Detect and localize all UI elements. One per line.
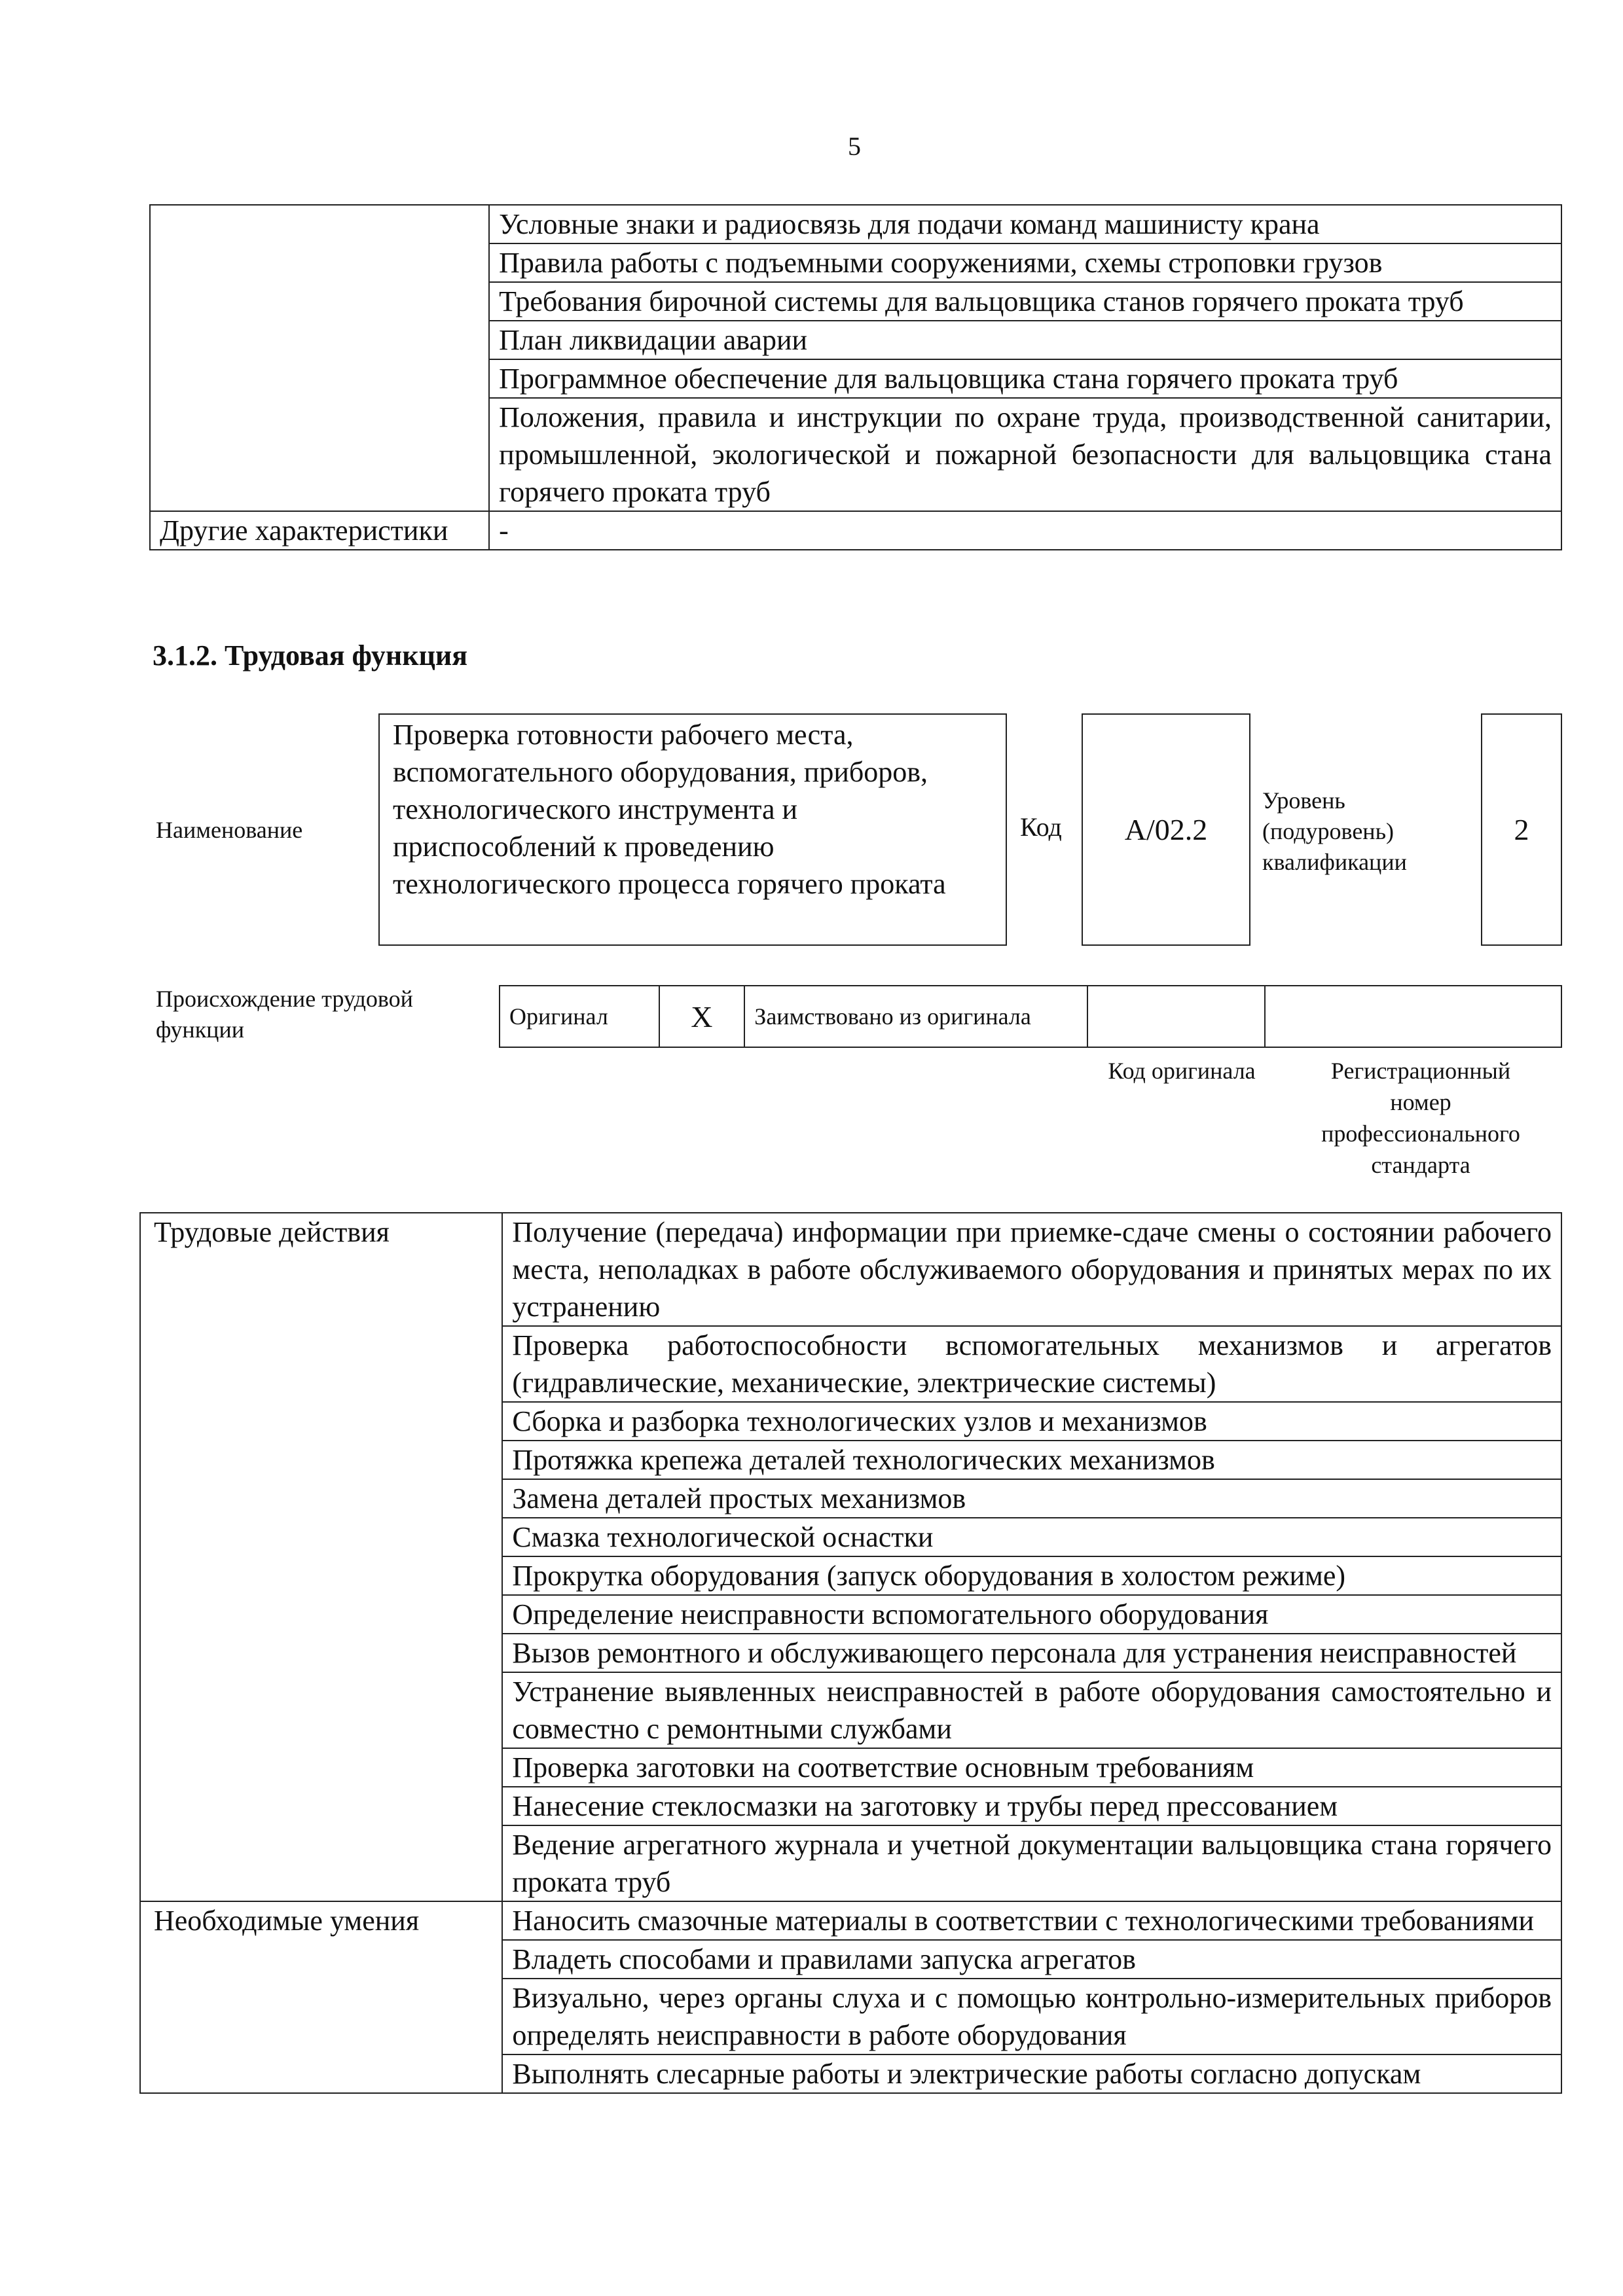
reg-caption: Регистрационный номер профессионального стандарта (1321, 1058, 1520, 1178)
row-item: Владеть способами и правилами запуска агрегатов (502, 1940, 1561, 1979)
reg-number-cell (1265, 986, 1561, 1047)
table-row (150, 511, 1561, 550)
row-item: Ведение агрегатного журнала и учетной документации вальцовщика стана горячего проката труб (502, 1825, 1561, 1901)
row-item: Прокрутка оборудования (запуск оборудования в холостом режиме) (502, 1556, 1561, 1595)
code-value-box: А/02.2 (1082, 713, 1250, 946)
origin-label: Происхождение трудовой функции (156, 986, 413, 1043)
row-item: Визуально, через органы слуха и с помощью контрольно-измерительных приборов определять неисправности в работе оборудования (502, 1979, 1561, 2054)
row-item: Программное обеспечение для вальцовщика стана горячего проката труб (489, 359, 1561, 398)
row-label: Трудовые действия (140, 1213, 502, 1901)
original-label-cell: Оригинал (500, 986, 659, 1047)
borrowed-label-cell: Заимствовано из оригинала (744, 986, 1087, 1047)
row-item: Вызов ремонтного и обслуживающего персонала для устранения неисправностей (502, 1634, 1561, 1672)
row-item: Протяжка крепежа деталей технологических механизмов (502, 1441, 1561, 1479)
original-mark-cell: X (659, 986, 745, 1047)
row-item: Устранение выявленных неисправностей в работе оборудования самостоятельно и совместно с ремонтными службами (502, 1672, 1561, 1748)
row-item: Проверка заготовки на соответствие основным требованиям (502, 1748, 1561, 1787)
code-label: Код (1020, 812, 1062, 842)
row-item: - (489, 511, 1561, 550)
row-item: Условные знаки и радиосвязь для подачи команд машинисту крана (489, 205, 1561, 243)
row-item: Смазка технологической оснастки (502, 1518, 1561, 1556)
row-item: Правила работы с подъемными сооружениями, схемы строповки грузов (489, 243, 1561, 282)
row-item: Нанесение стеклосмазки на заготовку и трубы перед прессованием (502, 1787, 1561, 1825)
level-label: Уровень (подуровень) квалификации (1262, 787, 1407, 875)
page-number: 5 (848, 132, 861, 161)
function-name-box: Проверка готовности рабочего места, вспомогательного оборудования, приборов, технологического инструмента и приспособлений к проведению технологического процесса горячего проката (378, 713, 1007, 946)
row-item: План ликвидации аварии (489, 321, 1561, 359)
row-item: Замена деталей простых механизмов (502, 1479, 1561, 1518)
section-title: 3.1.2. Трудовая функция (153, 639, 468, 672)
row-item: Получение (передача) информации при приемке-сдаче смены о состоянии рабочего места, неполадках в работе обслуживаемого оборудования и принятых мерах по их устранению (502, 1213, 1561, 1326)
row-label: Необходимые умения (140, 1901, 502, 2093)
row-label: Другие характеристики (150, 511, 489, 550)
table-row (150, 205, 1561, 243)
row-item: Проверка работоспособности вспомогательных механизмов и агрегатов (гидравлические, механические, электрические системы) (502, 1326, 1561, 1402)
code-caption: Код оригинала (1108, 1058, 1256, 1084)
table-row (140, 1213, 1561, 1326)
row-item: Выполнять слесарные работы и электрические работы согласно допускам (502, 2054, 1561, 2093)
row-item: Положения, правила и инструкции по охране труда, производственной санитарии, промышленной, экологической и пожарной безопасности для вальцовщика стана горячего проката труб (489, 398, 1561, 511)
name-label: Наименование (156, 817, 303, 843)
knowledge-table (149, 204, 1562, 550)
original-code-cell (1087, 986, 1266, 1047)
row-item: Наносить смазочные материалы в соответствии с технологическими требованиями (502, 1901, 1561, 1940)
level-value-box: 2 (1481, 713, 1562, 946)
row-label (150, 205, 489, 511)
row-item: Определение неисправности вспомогательного оборудования (502, 1595, 1561, 1634)
row-item: Сборка и разборка технологических узлов и механизмов (502, 1402, 1561, 1441)
actions-skills-table (139, 1212, 1562, 2094)
row-item: Требования бирочной системы для вальцовщика станов горячего проката труб (489, 282, 1561, 321)
origin-table (499, 985, 1562, 1048)
table-row (140, 1901, 1561, 1940)
